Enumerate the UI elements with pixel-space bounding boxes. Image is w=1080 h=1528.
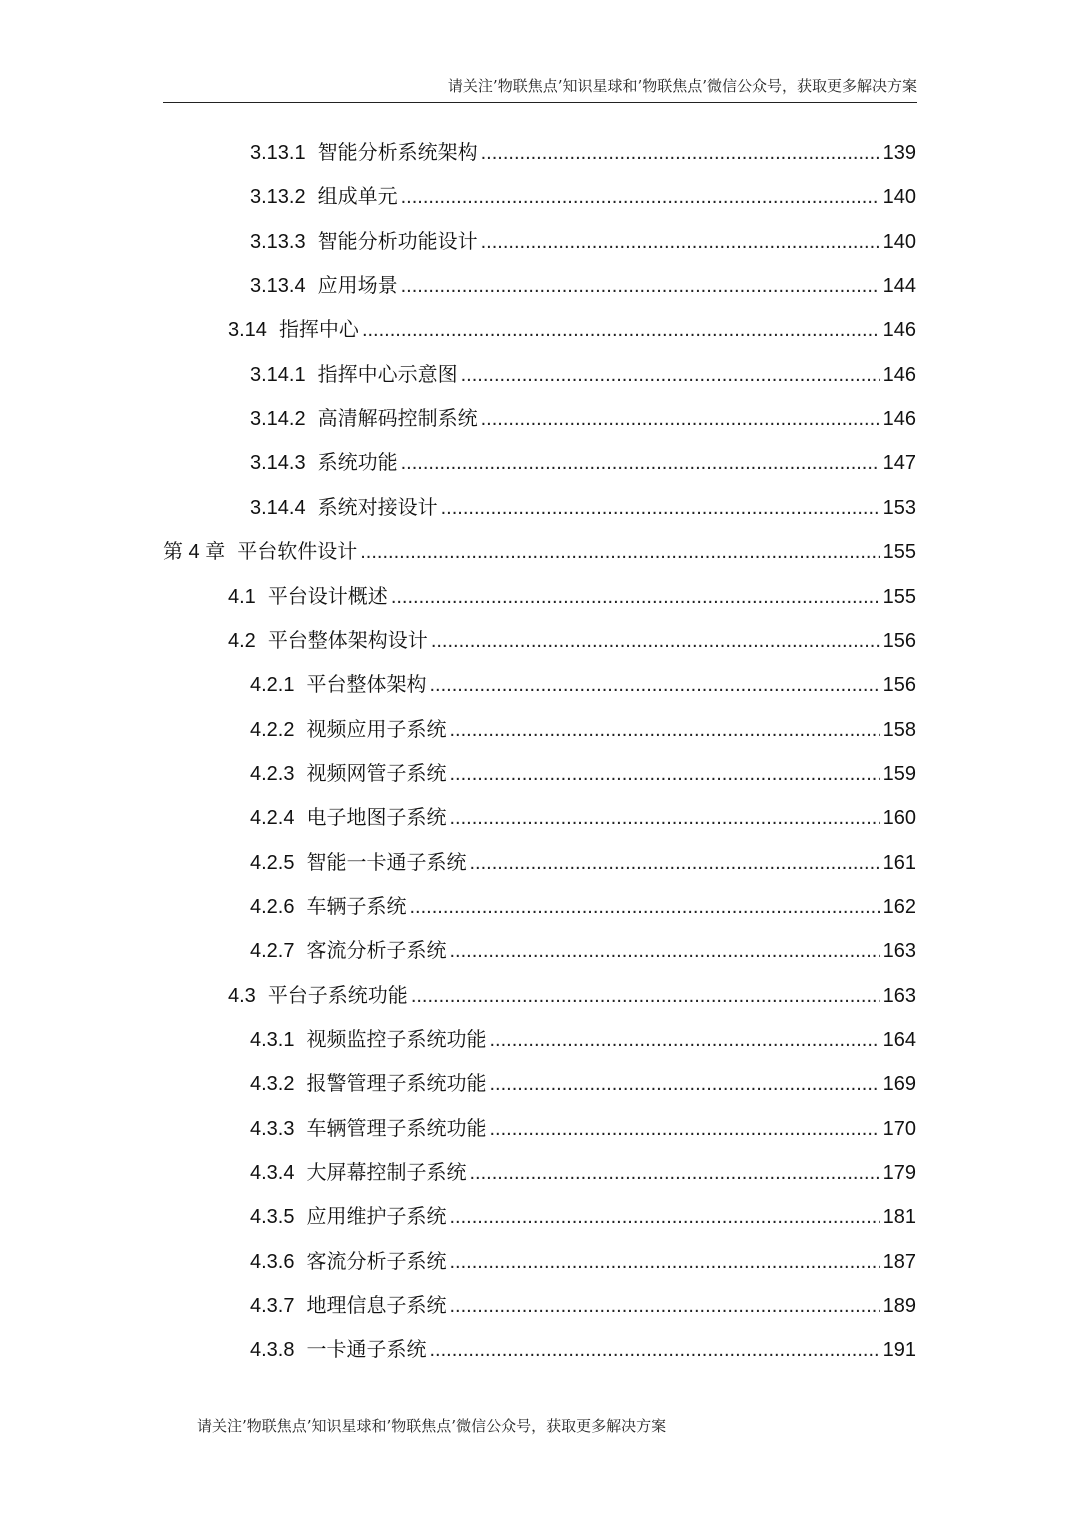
- toc-entry-page: 187: [882, 1250, 916, 1273]
- toc-entry-page: 179: [882, 1162, 916, 1185]
- toc-entry[interactable]: [250, 219, 916, 263]
- toc-entry-number: 3.14.1: [250, 363, 306, 386]
- toc-entry-number: 4.3.7: [250, 1295, 295, 1318]
- toc-entry[interactable]: [250, 1106, 916, 1150]
- toc-entry[interactable]: [250, 1150, 916, 1194]
- toc-leader-dots: [360, 530, 879, 574]
- toc-leader-dots: [489, 1062, 879, 1106]
- toc-leader-dots: [429, 663, 879, 707]
- toc-entry[interactable]: [250, 1061, 916, 1105]
- toc-entry[interactable]: [250, 795, 916, 839]
- toc-leader-dots: [449, 752, 879, 796]
- toc-entry[interactable]: [250, 1017, 916, 1061]
- toc-entry-number: 4.3.3: [250, 1117, 295, 1140]
- toc-leader-dots: [401, 175, 880, 219]
- toc-entry-number: 4.3.2: [250, 1073, 295, 1096]
- toc-entry-page: 139: [882, 142, 916, 164]
- toc-entry-title: 地理信息子系统: [306, 1293, 447, 1318]
- toc-leader-dots: [429, 1328, 879, 1372]
- toc-leader-dots: [449, 1195, 879, 1239]
- toc-entry-title: 应用场景: [317, 273, 398, 298]
- toc-leader-dots: [469, 841, 879, 885]
- toc-entry-title: 智能一卡通子系统: [306, 849, 467, 874]
- toc-entry[interactable]: [250, 485, 916, 529]
- toc-entry-page: 140: [882, 230, 916, 253]
- toc-entry-number: 4.3: [228, 984, 256, 1007]
- toc-entry-page: 170: [882, 1117, 916, 1140]
- toc-entry-page: 189: [882, 1295, 916, 1318]
- toc-entry[interactable]: [250, 174, 916, 218]
- toc-entry-page: 191: [882, 1339, 916, 1362]
- toc-leader-dots: [469, 1151, 879, 1195]
- toc-entry-number: 3.14.3: [250, 452, 306, 475]
- toc-chapter-entry[interactable]: [163, 529, 916, 573]
- toc-entry-title: 组成单元: [317, 184, 398, 209]
- toc-entry-page: 146: [882, 408, 916, 431]
- toc-leader-dots: [449, 1284, 879, 1328]
- toc-entry-number: 3.13.4: [250, 275, 306, 298]
- toc-leader-dots: [449, 929, 879, 973]
- toc-entry-page: 144: [882, 275, 916, 298]
- toc-leader-dots: [481, 131, 880, 175]
- toc-leader-dots: [449, 1240, 879, 1284]
- toc-entry-page: 163: [882, 984, 916, 1007]
- toc-leader-dots: [391, 575, 880, 619]
- toc-entry[interactable]: [250, 130, 916, 174]
- toc-entry-number: 3.13.3: [250, 230, 306, 253]
- page-header: [163, 74, 917, 103]
- toc-entry[interactable]: [250, 1239, 916, 1283]
- toc-entry-title: 客流分析子系统: [306, 938, 447, 963]
- toc-leader-dots: [441, 486, 880, 530]
- toc-entry-page: 156: [882, 674, 916, 697]
- toc-entry-number: 4.2.2: [250, 718, 295, 741]
- toc-entry-page: 160: [882, 807, 916, 830]
- toc-entry-title: 车辆管理子系统功能: [306, 1115, 487, 1140]
- toc-entry-number: 4.3.4: [250, 1162, 295, 1185]
- toc-entry-number: 4.3.6: [250, 1250, 295, 1273]
- toc-leader-dots: [409, 885, 879, 929]
- toc-leader-dots: [489, 1107, 879, 1151]
- toc-entry-title: 平台设计概述: [267, 583, 388, 608]
- toc-entry-number: 4.2.7: [250, 940, 295, 963]
- toc-entry[interactable]: [250, 928, 916, 972]
- toc-leader-dots: [489, 1018, 879, 1062]
- toc-entry-page: 147: [882, 452, 916, 475]
- toc-entry-title: 智能分析系统架构: [317, 140, 478, 164]
- toc-entry-number: 4.2: [228, 629, 256, 652]
- toc-entry-page: 162: [882, 895, 916, 918]
- toc-entry-title: 应用维护子系统: [306, 1204, 447, 1229]
- toc-leader-dots: [481, 397, 880, 441]
- toc-leader-dots: [362, 308, 880, 352]
- toc-entry-title: 大屏幕控制子系统: [306, 1160, 467, 1185]
- toc-entry[interactable]: [228, 618, 916, 662]
- toc-leader-dots: [449, 796, 879, 840]
- toc-entry-page: 153: [882, 496, 916, 519]
- toc-entry-page: 146: [882, 363, 916, 386]
- toc-entry-page: 155: [882, 541, 916, 564]
- toc-entry-title: 系统功能: [317, 450, 398, 475]
- toc-entry-number: 4.3.1: [250, 1029, 295, 1051]
- toc-entry-page: 155: [882, 585, 916, 608]
- toc-entry-title: 平台整体架构设计: [267, 627, 428, 652]
- toc-entry[interactable]: [250, 840, 916, 884]
- footer-text: 请关注’物联焦点’知识星球和’物联焦点’微信公众号，获取更多解决方案: [197, 1417, 667, 1435]
- toc-entry-number: 3.13.2: [250, 186, 306, 209]
- toc-entry-number: 4.2.3: [250, 762, 295, 785]
- toc-entry-title: 平台整体架构: [306, 672, 427, 697]
- toc-entry-title: 车辆子系统: [306, 893, 407, 918]
- toc-leader-dots: [401, 264, 880, 308]
- toc-entry-number: 4.3.8: [250, 1339, 295, 1362]
- toc-entry-number: 4.2.4: [250, 807, 295, 830]
- toc-entry-page: 140: [882, 186, 916, 209]
- toc-entry-title: 高清解码控制系统: [317, 406, 478, 431]
- toc-entry[interactable]: [228, 973, 916, 1017]
- toc-entry-title: 一卡通子系统: [306, 1337, 427, 1362]
- toc-entry[interactable]: [250, 440, 916, 484]
- toc-entry[interactable]: [250, 662, 916, 706]
- toc-entry-title: 平台软件设计: [237, 539, 358, 564]
- toc-entry-page: 163: [882, 940, 916, 963]
- toc-entry[interactable]: [250, 1194, 916, 1238]
- toc-entry-number: 3.14.4: [250, 496, 306, 519]
- toc-leader-dots: [449, 708, 879, 752]
- toc-entry[interactable]: [250, 751, 916, 795]
- toc-entry-number: 4.2.5: [250, 851, 295, 874]
- toc-leader-dots: [401, 441, 880, 485]
- toc-entry-page: 158: [882, 718, 916, 741]
- toc-entry[interactable]: [250, 1283, 916, 1327]
- toc-leader-dots: [481, 220, 880, 264]
- toc-entry-page: 164: [882, 1029, 916, 1051]
- toc-entry-page: 146: [882, 319, 916, 342]
- toc-entry-title: 视频应用子系统: [306, 716, 447, 741]
- toc-entry[interactable]: [228, 574, 916, 618]
- page-footer: [197, 1414, 666, 1438]
- toc-entry-title: 系统对接设计: [317, 494, 438, 519]
- toc-entry-number: 3.13.1: [250, 142, 306, 164]
- toc-entry-page: 159: [882, 762, 916, 785]
- toc-entry-number: 3.14: [228, 319, 267, 342]
- toc-entry-page: 156: [882, 629, 916, 652]
- toc-entry-title: 视频网管子系统: [306, 760, 447, 785]
- toc-entry-title: 指挥中心: [278, 317, 359, 342]
- toc-entry-page: 169: [882, 1073, 916, 1096]
- toc-entry[interactable]: [250, 884, 916, 928]
- toc-entry[interactable]: [250, 396, 916, 440]
- toc-entry-number: 4.3.5: [250, 1206, 295, 1229]
- toc-entry-title: 报警管理子系统功能: [306, 1071, 487, 1096]
- toc-entry-number: 第 4 章: [163, 541, 226, 564]
- toc-entry-page: 181: [882, 1206, 916, 1229]
- toc-entry-title: 智能分析功能设计: [317, 228, 478, 253]
- toc-entry[interactable]: [250, 707, 916, 751]
- toc-entry-title: 电子地图子系统: [306, 805, 447, 830]
- toc-entry-number: 4.1: [228, 585, 256, 608]
- toc-entry[interactable]: [250, 263, 916, 307]
- toc-entry-title: 客流分析子系统: [306, 1248, 447, 1273]
- toc-entry-title: 指挥中心示意图: [317, 361, 458, 386]
- toc-entry[interactable]: [250, 352, 916, 396]
- header-text: 请关注’物联焦点’知识星球和’物联焦点’微信公众号，获取更多解决方案: [447, 77, 917, 95]
- toc-entry-title: 平台子系统功能: [267, 982, 408, 1007]
- toc-entry-number: 4.2.6: [250, 895, 295, 918]
- toc-entry[interactable]: [250, 1327, 916, 1371]
- toc-leader-dots: [461, 353, 880, 397]
- toc-leader-dots: [411, 974, 880, 1018]
- toc-entry[interactable]: [228, 307, 916, 351]
- toc-entry-page: 161: [882, 851, 916, 874]
- toc-entry-number: 4.2.1: [250, 674, 295, 697]
- toc-entry-title: 视频监控子系统功能: [306, 1027, 487, 1051]
- toc-entry-number: 3.14.2: [250, 408, 306, 431]
- toc-leader-dots: [431, 619, 880, 663]
